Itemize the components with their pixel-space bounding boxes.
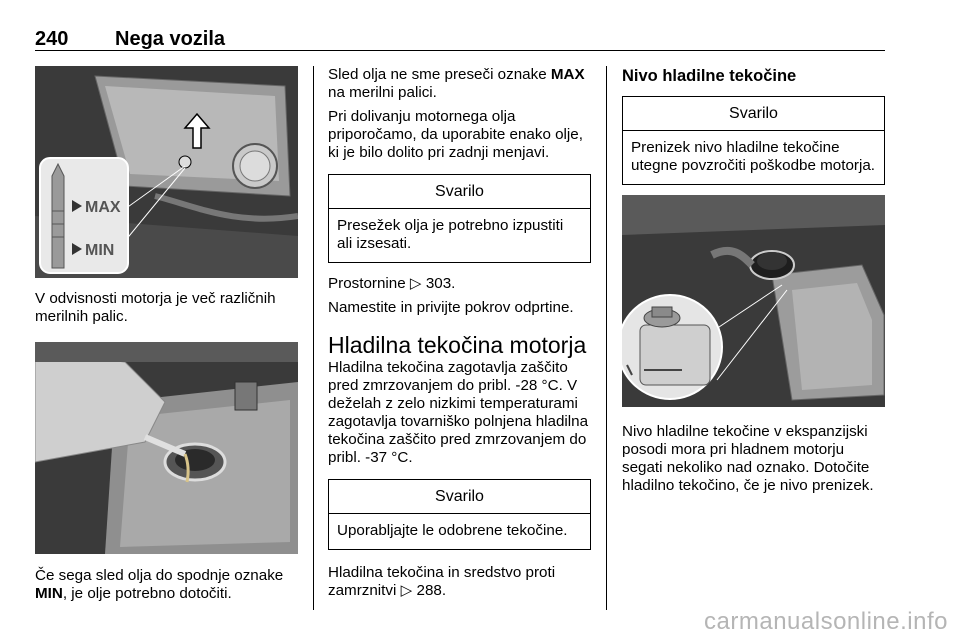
max-mark-text: Sled olja ne sme preseči oznake MAX na merilni palici. [328,66,585,101]
coolant-text: Hladilna tekočina zagotavlja zaščito pred zmrzovanjem do pribl. -28 °C. V deželah z zelo nizkimi temperaturami zagotavlja tovarniško polnjena hladilna tekočina zaščito pred zmrzovanjem do pribl. -37 °C. [328,359,589,466]
coolant-level-heading: Nivo hladilne tekočine [622,67,797,85]
warning-title: Svarilo [329,175,590,209]
cap-instruction-text: Namestite in privijte pokrov odprtine. [328,299,574,316]
chapter-title: Nega vozila [115,28,226,50]
coolant-heading: Hladilna tekočina motorja [328,332,587,358]
oil-pouring-illustration [35,342,298,554]
min-term: MIN [35,585,63,602]
min-mark-label: MIN [85,242,115,259]
warning-body: Prenizek nivo hladilne tekočine utegne povzročiti poškodbe motorja. [631,139,875,174]
page-number: 240 [35,28,69,50]
column-divider [606,66,607,610]
warning-title: Svarilo [329,480,590,514]
coolant-level-text: Nivo hladilne tekočine v ekspanzijski posodi mora pri hladnem motorju segati nekoliko nad oznako. Dotočite hladilno tekočino, če je nivo prenizek. [622,423,874,494]
page-reference-icon[interactable]: ▷ [409,275,422,292]
column-1 [35,66,298,603]
coolant-reservoir-figure [622,195,885,407]
warning-body: Presežek olja je potrebno izpustiti ali izsesati. [337,217,564,252]
warning-body: Uporabljajte le odobrene tekočine. [337,522,568,539]
warning-title: Svarilo [623,97,884,131]
capacities-reference: Prostornine ▷ 303. [328,275,456,292]
min-mark-text: Če sega sled olja do spodnje oznake MIN, je olje potrebno dotočiti. [35,567,284,602]
watermark: carmanualsonline.info [704,608,948,635]
page-header [35,28,885,51]
oil-filling-figure [35,342,298,554]
warning-box-coolant [328,479,591,550]
dipstick-figure [35,66,298,278]
antifreeze-reference: Hladilna tekočina in sredstvo proti zamrznitvi ▷ 288. [328,564,556,599]
page-reference-icon[interactable]: ▷ [400,582,413,599]
engine-dipstick-illustration [35,66,298,278]
coolant-reservoir-illustration [622,195,885,407]
column-divider [313,66,314,610]
dipstick-text: V odvisnosti motorja je več različnih merilnih palic. [35,290,276,325]
warning-box-coolant-level [622,96,885,185]
oil-recommendation-text: Pri dolivanju motornega olja priporočamo, da uporabite enako olje, ki je bilo dolito pri zadnji menjavi. [328,108,583,161]
capacities-page-link[interactable]: 303. [425,275,456,292]
column-3 [622,66,885,495]
max-term: MAX [550,66,585,83]
column-2 [328,66,591,600]
max-mark-label: MAX [85,199,121,216]
antifreeze-page-link[interactable]: 288. [416,582,447,599]
warning-box-oil [328,174,591,263]
